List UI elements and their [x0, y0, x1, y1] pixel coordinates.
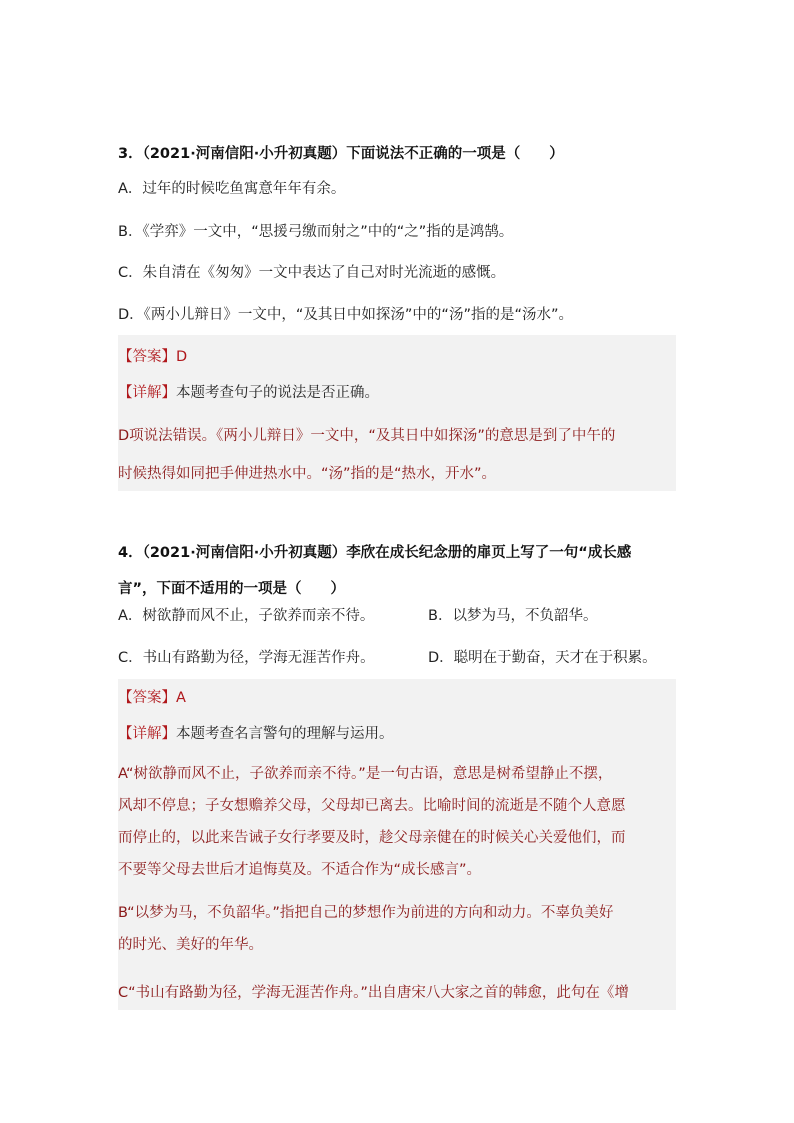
- explanation-line: 风却不停息；子女想赡养父母，父母却已离去。比喻时间的流逝是不随个人意愿: [118, 798, 626, 814]
- question-3-detail: [118, 382, 379, 404]
- question-4-explanation-c: [118, 977, 674, 1009]
- explanation-line: C“书山有路勤为径，学海无涯苦作舟。”出自唐宋八大家之首的韩愈，此句在《增: [118, 985, 629, 1001]
- explanation-line: B“以梦为马，不负韶华。”指把自己的梦想作为前进的方向和动力。不辜负美好: [118, 905, 614, 921]
- detail-tag: 【详解】: [118, 726, 176, 742]
- question-3-option-c: C．朱自清在《匆匆》一文中表达了自己对时光流逝的感慨。: [118, 265, 506, 281]
- explanation-line: A“树欲静而风不止，子欲养而亲不待。”是一句古语，意思是树希望静止不摆，: [118, 766, 613, 782]
- question-4-detail: [118, 723, 394, 745]
- question-3-explanation: [118, 417, 674, 493]
- question-3-answer: [118, 346, 187, 368]
- question-4-title-line: 4．（2021·河南信阳·小升初真题）李欣在成长纪念册的扉页上写了一句“成长感: [118, 545, 632, 561]
- answer-value: A: [176, 690, 186, 706]
- question-4-explanation-b: [118, 897, 674, 961]
- explanation-line: 时候热得如同把手伸进热水中。“汤”指的是“热水，开水”。: [118, 466, 497, 482]
- question-4-option-b: B．以梦为马，不负韶华。: [428, 608, 598, 624]
- detail-text: 本题考查句子的说法是否正确。: [176, 385, 379, 401]
- answer-value: D: [176, 349, 188, 365]
- detail-tag: 【详解】: [118, 385, 176, 401]
- question-4-explanation-a: [118, 758, 674, 886]
- answer-tag: 【答案】: [118, 690, 176, 706]
- explanation-line: 的时光、美好的年华。: [118, 937, 263, 953]
- question-4-option-a: A．树欲静而风不止，子欲养而亲不待。: [118, 608, 375, 624]
- question-4-option-c: C．书山有路勤为径，学海无涯苦作舟。: [118, 650, 375, 666]
- question-4-answer-box: [118, 679, 676, 1010]
- question-4-answer: [118, 687, 186, 709]
- explanation-line: 不要等父母去世后才追悔莫及。不适合作为“成长感言”。: [118, 862, 482, 878]
- answer-tag: 【答案】: [118, 349, 176, 365]
- question-3-option-d: D．《两小儿辩日》一文中，“及其日中如探汤”中的“汤”指的是“汤水”。: [118, 307, 573, 323]
- question-3-answer-box: [118, 335, 676, 491]
- question-4-title: [118, 535, 678, 607]
- question-3-title: 3．（2021·河南信阳·小升初真题）下面说法不正确的一项是（ ）: [118, 146, 564, 162]
- question-3-option-b: B．《学弈》一文中，“思援弓缴而射之”中的“之”指的是鸿鹄。: [118, 224, 514, 240]
- explanation-line: 而停止的，以此来告诫子女行孝要及时，趁父母亲健在的时候关心关爱他们，而: [118, 830, 626, 846]
- question-4-title-line: 言”，下面不适用的一项是（ ）: [118, 581, 346, 597]
- detail-text: 本题考查名言警句的理解与运用。: [176, 726, 394, 742]
- question-3-option-a: A．过年的时候吃鱼寓意年年有余。: [118, 181, 346, 197]
- explanation-line: D项说法错误。《两小儿辩日》一文中，“及其日中如探汤”的意思是到了中午的: [118, 428, 616, 444]
- question-4-option-d: D．聪明在于勤奋，天才在于积累。: [428, 650, 657, 666]
